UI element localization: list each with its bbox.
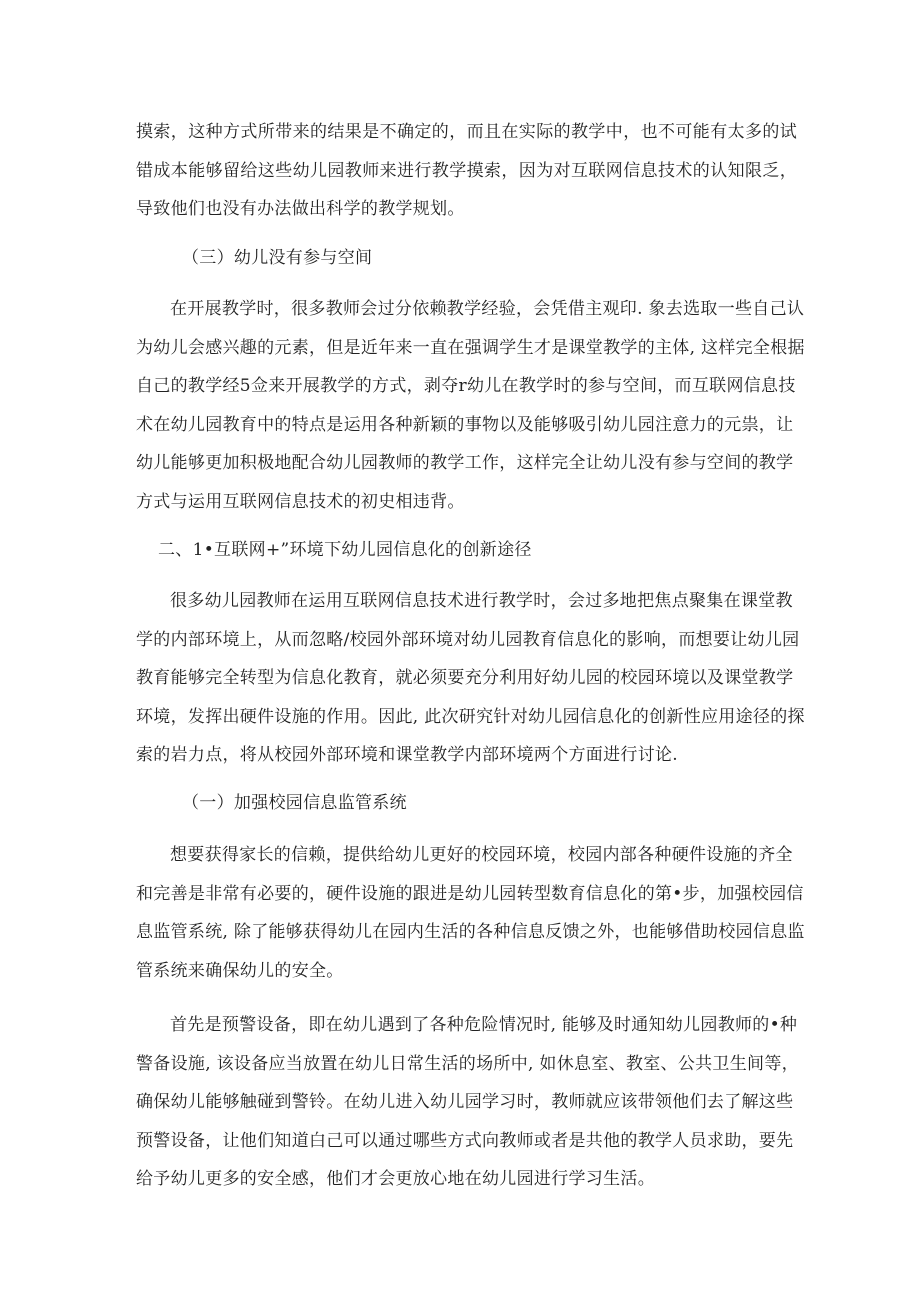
paragraph-monitoring-system <box>136 836 805 990</box>
text-line: 索的岩力点，将从校园外部环境和课堂教学内部环境两个方面进行讨论. <box>136 745 679 765</box>
text-line: 导致他们也没有办法做出科学的教学规划。 <box>136 199 465 219</box>
text-line: 给予幼儿更多的安全感，他们才会更放心地在幼儿园进行学习生活。 <box>136 1169 655 1189</box>
text-line: 错成本能够留给这些幼儿园教师来进行教学摸索，因为对互联网信息技术的认知限乏， <box>136 160 798 181</box>
text-line: 想要获得家长的信赖，提供给幼儿更好的校园环境，校园内部各种硬件设施的齐全 <box>170 845 793 865</box>
text-line: 预警设备，让他们知道白己可以通过哪些方式向教师或者是共他的教学人员求助，要先 <box>136 1130 794 1151</box>
text-line: 幼儿能够更加积极地配合幼儿园教师的教学工作，这样完全让幼儿没有参与空间的教学 <box>136 453 794 473</box>
section-heading-no-participation-space: （三）幼儿没有参与空间 <box>182 248 373 268</box>
text-line: 自己的教学经5佥来开展教学的方式，剥夺r幼儿在教学时的参与空间，而互联网信息技 <box>136 376 796 396</box>
paragraph-intro-continuation <box>136 113 798 229</box>
text-line: 在开展教学时，很多教师会过分依赖教学经验，会凭借主观印. 象去选取一些自己认 <box>170 299 805 319</box>
text-line: 为幼儿会感兴趣的元素，但是近年来一直在强调学生才是课堂教学的主体, 这样完全根据 <box>136 337 805 358</box>
text-line: 术在幼儿园教育中的特点是运用各种新颖的事物以及能够吸引幼儿园注意力的元祟，让 <box>136 414 794 435</box>
paragraph-warning-devices <box>136 1006 799 1199</box>
section-heading-innovation-paths: 二、1•互联网+”环境下幼儿园信息化的创新途径 <box>158 540 532 560</box>
paragraph-teaching-experience <box>136 290 805 521</box>
text-line: 和完善是非常有必要的，硬件设施的跟进是幼儿园转型数育信息化的第•步，加强校园信 <box>136 883 804 904</box>
text-line: 息监管系统, 除了能够获得幼儿在园内生活的各种信息反馈之外，也能够借助校园信息监 <box>136 922 805 942</box>
text-line: 教育能够完全转型为信息化教育，就必须要充分利用好幼儿园的校园环境以及课堂教学 <box>136 668 794 688</box>
text-line: 摸索，这种方式所带来的结果是不确定的，而且在实际的教学中，也不可能有太多的试 <box>136 122 798 142</box>
text-line: 确保幼儿能够触碰到警铃。在幼儿进入幼儿园学习时，教师就应该带领他们去了解这些 <box>136 1092 794 1112</box>
paragraph-campus-environment <box>136 582 805 775</box>
text-line: 很多幼儿园教师在运用互联网信息技术进行教学时，会过多地把焦点聚集在课堂教 <box>170 591 793 611</box>
text-line: 首先是预警设备，即在幼儿遇到了各种危险情况时, 能够及时通知幼儿园教师的•种 <box>170 1015 798 1035</box>
text-line: 管系统来确保幼儿的安全。 <box>136 960 344 981</box>
text-line: 环境，发挥出硬件设施的作用。因此, 此次研究针对幼儿园信息化的创新性应用途径的探 <box>136 706 805 727</box>
section-heading-monitoring-system: （一）加强校园信息监管系统 <box>182 793 407 813</box>
text-line: 方式与运用互联网信息技术的初史相违背。 <box>136 491 465 512</box>
text-line: 学的内部环境上，从而忽略/校园外部环境对幼儿园教育信息化的影响，而想要让幼儿园 <box>136 629 800 650</box>
text-line: 警备设施, 该设备应当放置在幼儿日常生活的场所中, 如休息室、教室、公共卫生间等， <box>136 1053 799 1074</box>
